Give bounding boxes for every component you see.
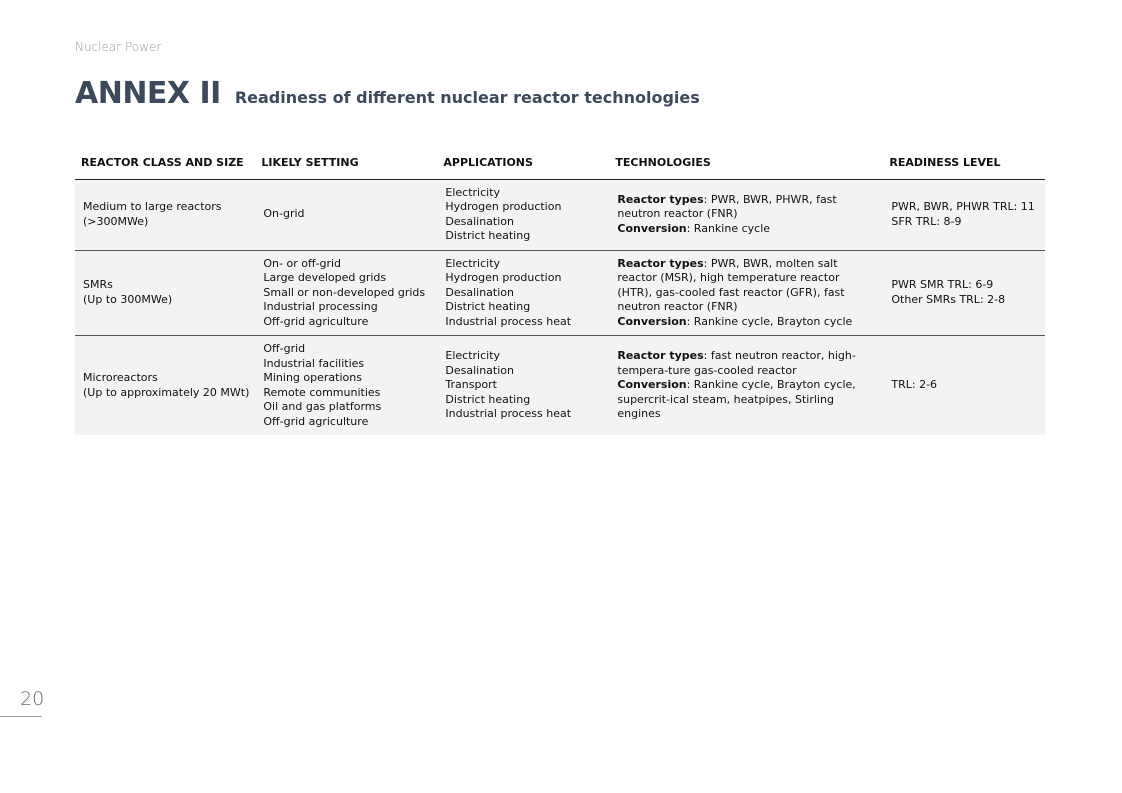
page-number: 20 [20, 688, 45, 710]
cell-line: Hydrogen production [445, 271, 562, 284]
cell-reactor-class [75, 336, 255, 436]
cell-line: Medium to large reactors [83, 200, 222, 213]
cell-line: Electricity [445, 256, 501, 270]
cell-line: PWR, BWR, PHWR TRL: 11 [891, 200, 1035, 213]
table-row [75, 336, 1045, 436]
column-header-reactor-class: REACTOR CLASS AND SIZE [75, 152, 255, 179]
cell-setting [255, 336, 437, 436]
reactor-types-value: : PWR, BWR, molten salt reactor (MSR), high temperature reactor (HTR), gas-cooled fast reactor (GFR), fast neutron reactor (FNR) [617, 256, 845, 313]
cell-line: PWR SMR TRL: 6-9 [891, 278, 994, 292]
cell-line: Hydrogen production [445, 200, 562, 213]
cell-line: On-grid [263, 207, 305, 221]
conversion-value: : Rankine cycle [686, 221, 771, 235]
cell-setting [255, 250, 437, 336]
cell-line: Desalination [445, 363, 514, 377]
cell-line: (Up to 300MWe) [83, 292, 173, 306]
cell-line: Industrial facilities [263, 356, 365, 370]
cell-reactor-class [75, 250, 255, 336]
reactor-types-value: : fast neutron reactor, high-tempera-ture gas-cooled reactor [617, 349, 856, 377]
conversion-label: Conversion [617, 378, 687, 392]
conversion-label: Conversion [617, 314, 687, 328]
reactor-types-line [617, 193, 877, 222]
cell-line: Industrial process heat [445, 407, 572, 421]
cell-line: SFR TRL: 8-9 [891, 214, 962, 228]
cell-line: Off-grid [263, 342, 306, 355]
column-header-likely-setting: LIKELY SETTING [255, 152, 437, 179]
conversion-line [617, 222, 877, 237]
table-row [75, 250, 1045, 336]
annex-subtitle: Readiness of different nuclear reactor technologies [234, 88, 700, 107]
cell-line: Microreactors [83, 371, 158, 384]
cell-readiness [883, 336, 1045, 436]
conversion-line [617, 378, 877, 422]
cell-technologies [609, 250, 883, 336]
table-header-row [75, 152, 1045, 179]
cell-line: (Up to approximately 20 MWt) [83, 385, 250, 399]
running-header: Nuclear Power [75, 40, 162, 54]
cell-line: Oil and gas platforms [263, 400, 382, 413]
cell-line: (>300MWe) [83, 214, 149, 228]
cell-line: Transport [445, 378, 497, 392]
cell-line: Desalination [445, 285, 514, 299]
cell-applications [437, 336, 609, 436]
cell-line: Small or non-developed grids [263, 285, 426, 299]
reactor-types-label: Reactor types [617, 256, 704, 270]
cell-line: District heating [445, 229, 531, 242]
conversion-line [617, 315, 877, 330]
conversion-value: : Rankine cycle, Brayton cycle, supercrit-ical steam, heatpipes, Stirling engines [617, 378, 856, 421]
cell-line: District heating [445, 300, 531, 313]
column-header-technologies: TECHNOLOGIES [609, 152, 883, 179]
cell-line: Remote communities [263, 385, 381, 399]
cell-line: Electricity [445, 349, 501, 363]
reactor-types-value: : PWR, BWR, PHWR, fast neutron reactor (FNR) [617, 192, 837, 221]
cell-applications [437, 179, 609, 250]
cell-line: SMRs [83, 278, 113, 292]
cell-reactor-class [75, 179, 255, 250]
title-block [75, 76, 700, 111]
annex-title: ANNEX II [75, 76, 221, 111]
cell-line: On- or off-grid [263, 256, 342, 270]
cell-line: District heating [445, 392, 531, 406]
page-number-rule [0, 716, 42, 717]
cell-line: Off-grid agriculture [263, 314, 369, 328]
cell-line: Industrial process heat [445, 314, 572, 328]
cell-technologies [609, 179, 883, 250]
conversion-label: Conversion [617, 221, 687, 235]
cell-line: Mining operations [263, 371, 362, 384]
cell-line: Other SMRs TRL: 2-8 [891, 292, 1006, 306]
reactor-types-line [617, 257, 877, 315]
reactor-types-label: Reactor types [617, 192, 704, 206]
cell-line: Off-grid agriculture [263, 414, 369, 428]
conversion-value: : Rankine cycle, Brayton cycle [686, 314, 853, 328]
reactor-types-line [617, 349, 877, 378]
cell-line: TRL: 2-6 [891, 378, 938, 392]
column-header-readiness-level: READINESS LEVEL [883, 152, 1045, 179]
cell-line: Large developed grids [263, 271, 387, 284]
readiness-table [75, 152, 1045, 435]
cell-setting [255, 179, 437, 250]
cell-readiness [883, 250, 1045, 336]
cell-readiness [883, 179, 1045, 250]
column-header-applications: APPLICATIONS [437, 152, 609, 179]
cell-line: Electricity [445, 185, 501, 199]
cell-line: Desalination [445, 214, 514, 228]
cell-technologies [609, 336, 883, 436]
table-row [75, 179, 1045, 250]
cell-line: Industrial processing [263, 300, 378, 313]
reactor-types-label: Reactor types [617, 349, 704, 363]
cell-applications [437, 250, 609, 336]
